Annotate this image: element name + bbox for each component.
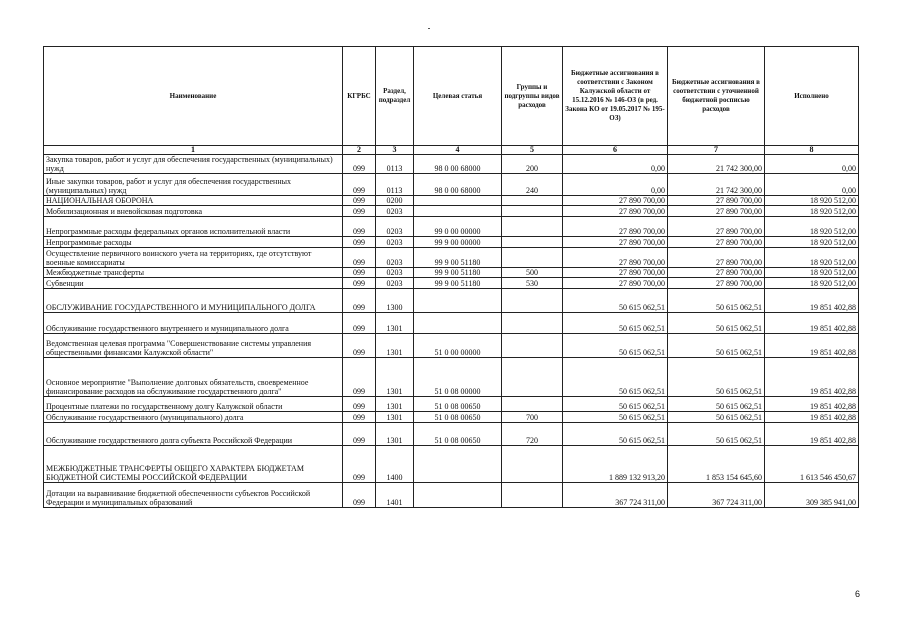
row-section: 1400 bbox=[376, 446, 414, 483]
row-name: Обслуживание государственного внутреннего и муниципального долга bbox=[44, 313, 343, 334]
row-executed-amount: 18 920 512,00 bbox=[765, 217, 859, 237]
row-section: 1300 bbox=[376, 289, 414, 313]
row-target-article: 99 9 00 51180 bbox=[414, 278, 502, 289]
row-executed-amount: 18 920 512,00 bbox=[765, 196, 859, 206]
row-name: Обслуживание государственного (муниципального) долга bbox=[44, 412, 343, 423]
row-expense-group bbox=[502, 206, 563, 217]
row-executed-amount: 18 920 512,00 bbox=[765, 248, 859, 268]
row-refined-amount: 50 615 062,51 bbox=[668, 423, 765, 446]
row-kgrbs: 099 bbox=[343, 483, 376, 508]
row-target-article: 98 0 00 68000 bbox=[414, 155, 502, 174]
row-law-amount: 27 890 700,00 bbox=[563, 196, 668, 206]
table-row bbox=[44, 446, 859, 483]
row-name: МЕЖБЮДЖЕТНЫЕ ТРАНСФЕРТЫ ОБЩЕГО ХАРАКТЕРА БЮДЖЕТАМ БЮДЖЕТНОЙ СИСТЕМЫ РОССИЙСКОЙ ФЕДЕРАЦИИ bbox=[44, 446, 343, 483]
table-row bbox=[44, 358, 859, 397]
row-executed-amount: 19 851 402,88 bbox=[765, 289, 859, 313]
row-executed-amount: 18 920 512,00 bbox=[765, 268, 859, 278]
budget-execution-table bbox=[43, 46, 859, 508]
row-executed-amount: 309 385 941,00 bbox=[765, 483, 859, 508]
row-refined-amount: 27 890 700,00 bbox=[668, 248, 765, 268]
row-refined-amount: 27 890 700,00 bbox=[668, 206, 765, 217]
row-law-amount: 27 890 700,00 bbox=[563, 278, 668, 289]
column-number: 1 bbox=[44, 146, 343, 155]
column-number: 4 bbox=[414, 146, 502, 155]
row-name: Обслуживание государственного долга субъекта Российской Федерации bbox=[44, 423, 343, 446]
row-expense-group: 530 bbox=[502, 278, 563, 289]
row-refined-amount: 27 890 700,00 bbox=[668, 278, 765, 289]
row-executed-amount: 19 851 402,88 bbox=[765, 397, 859, 412]
row-expense-group bbox=[502, 196, 563, 206]
header-groups: Группы и подгруппы видов расходов bbox=[502, 47, 563, 146]
row-name: Основное мероприятие "Выполнение долговых обязательств, своевременное финансирование расходов на обслуживание государственного долга" bbox=[44, 358, 343, 397]
header-kgrbs: КГРБС bbox=[343, 47, 376, 146]
header-name: Наименование bbox=[44, 47, 343, 146]
row-kgrbs: 099 bbox=[343, 423, 376, 446]
row-expense-group: 720 bbox=[502, 423, 563, 446]
row-law-amount: 50 615 062,51 bbox=[563, 423, 668, 446]
row-target-article: 51 0 08 00650 bbox=[414, 397, 502, 412]
column-number: 5 bbox=[502, 146, 563, 155]
table-row bbox=[44, 278, 859, 289]
row-section: 0200 bbox=[376, 196, 414, 206]
column-number: 8 bbox=[765, 146, 859, 155]
row-executed-amount: 19 851 402,88 bbox=[765, 334, 859, 358]
row-refined-amount: 27 890 700,00 bbox=[668, 268, 765, 278]
row-kgrbs: 099 bbox=[343, 217, 376, 237]
row-expense-group bbox=[502, 248, 563, 268]
row-section: 1301 bbox=[376, 397, 414, 412]
row-expense-group bbox=[502, 313, 563, 334]
row-refined-amount: 50 615 062,51 bbox=[668, 313, 765, 334]
row-name: ОБСЛУЖИВАНИЕ ГОСУДАРСТВЕННОГО И МУНИЦИПАЛЬНОГО ДОЛГА bbox=[44, 289, 343, 313]
row-section: 1301 bbox=[376, 313, 414, 334]
row-kgrbs: 099 bbox=[343, 358, 376, 397]
row-executed-amount: 0,00 bbox=[765, 174, 859, 196]
row-law-amount: 0,00 bbox=[563, 155, 668, 174]
row-law-amount: 50 615 062,51 bbox=[563, 289, 668, 313]
row-section: 1301 bbox=[376, 334, 414, 358]
column-number: 2 bbox=[343, 146, 376, 155]
table-row bbox=[44, 196, 859, 206]
table-row bbox=[44, 237, 859, 248]
row-target-article: 51 0 00 00000 bbox=[414, 334, 502, 358]
table-row bbox=[44, 174, 859, 196]
row-refined-amount: 50 615 062,51 bbox=[668, 397, 765, 412]
row-kgrbs: 099 bbox=[343, 278, 376, 289]
row-name: Непрограммные расходы bbox=[44, 237, 343, 248]
row-target-article bbox=[414, 483, 502, 508]
row-refined-amount: 50 615 062,51 bbox=[668, 289, 765, 313]
row-expense-group: 240 bbox=[502, 174, 563, 196]
row-executed-amount: 0,00 bbox=[765, 155, 859, 174]
row-section: 0203 bbox=[376, 278, 414, 289]
table-row bbox=[44, 397, 859, 412]
row-target-article bbox=[414, 196, 502, 206]
table-row bbox=[44, 423, 859, 446]
row-law-amount: 50 615 062,51 bbox=[563, 358, 668, 397]
row-section: 0203 bbox=[376, 268, 414, 278]
row-target-article bbox=[414, 289, 502, 313]
row-expense-group bbox=[502, 334, 563, 358]
row-expense-group: 500 bbox=[502, 268, 563, 278]
budget-table-sheet bbox=[43, 46, 858, 508]
row-target-article bbox=[414, 446, 502, 483]
table-row bbox=[44, 248, 859, 268]
table-row bbox=[44, 268, 859, 278]
row-target-article: 98 0 00 68000 bbox=[414, 174, 502, 196]
row-refined-amount: 27 890 700,00 bbox=[668, 196, 765, 206]
row-expense-group bbox=[502, 397, 563, 412]
header-law: Бюджетные ассигнования в соответствии с Законом Калужской области от 15.12.2016 № 146-ОЗ (в ред. Закона КО от 19.05.2017 № 195-ОЗ) bbox=[563, 47, 668, 146]
row-target-article: 99 9 00 51180 bbox=[414, 248, 502, 268]
row-expense-group: 200 bbox=[502, 155, 563, 174]
row-expense-group bbox=[502, 289, 563, 313]
row-section: 0203 bbox=[376, 248, 414, 268]
row-expense-group bbox=[502, 446, 563, 483]
row-target-article: 51 0 08 00000 bbox=[414, 358, 502, 397]
row-kgrbs: 099 bbox=[343, 237, 376, 248]
row-name: Субвенции bbox=[44, 278, 343, 289]
row-expense-group bbox=[502, 217, 563, 237]
row-kgrbs: 099 bbox=[343, 196, 376, 206]
header-target: Целевая статья bbox=[414, 47, 502, 146]
row-kgrbs: 099 bbox=[343, 313, 376, 334]
row-law-amount: 27 890 700,00 bbox=[563, 248, 668, 268]
row-refined-amount: 27 890 700,00 bbox=[668, 237, 765, 248]
row-expense-group bbox=[502, 483, 563, 508]
row-executed-amount: 1 613 546 450,67 bbox=[765, 446, 859, 483]
row-kgrbs: 099 bbox=[343, 248, 376, 268]
row-refined-amount: 1 853 154 645,60 bbox=[668, 446, 765, 483]
row-executed-amount: 19 851 402,88 bbox=[765, 313, 859, 334]
row-expense-group bbox=[502, 237, 563, 248]
table-row bbox=[44, 155, 859, 174]
row-kgrbs: 099 bbox=[343, 412, 376, 423]
row-law-amount: 27 890 700,00 bbox=[563, 206, 668, 217]
row-executed-amount: 18 920 512,00 bbox=[765, 278, 859, 289]
table-row bbox=[44, 206, 859, 217]
row-section: 1301 bbox=[376, 358, 414, 397]
row-kgrbs: 099 bbox=[343, 155, 376, 174]
row-executed-amount: 19 851 402,88 bbox=[765, 423, 859, 446]
row-expense-group: 700 bbox=[502, 412, 563, 423]
table-row bbox=[44, 412, 859, 423]
row-refined-amount: 50 615 062,51 bbox=[668, 334, 765, 358]
row-section: 1301 bbox=[376, 412, 414, 423]
row-executed-amount: 19 851 402,88 bbox=[765, 412, 859, 423]
row-name: Межбюджетные трансферты bbox=[44, 268, 343, 278]
row-section: 0203 bbox=[376, 217, 414, 237]
row-section: 0113 bbox=[376, 174, 414, 196]
row-law-amount: 50 615 062,51 bbox=[563, 334, 668, 358]
row-law-amount: 0,00 bbox=[563, 174, 668, 196]
column-number-row bbox=[44, 146, 859, 155]
table-row bbox=[44, 289, 859, 313]
row-refined-amount: 50 615 062,51 bbox=[668, 412, 765, 423]
row-name: Иные закупки товаров, работ и услуг для обеспечения государственных (муниципальных) нужд bbox=[44, 174, 343, 196]
row-kgrbs: 099 bbox=[343, 206, 376, 217]
row-kgrbs: 099 bbox=[343, 446, 376, 483]
row-section: 0113 bbox=[376, 155, 414, 174]
row-law-amount: 1 889 132 913,20 bbox=[563, 446, 668, 483]
table-row bbox=[44, 334, 859, 358]
row-target-article: 51 0 08 00650 bbox=[414, 412, 502, 423]
row-section: 1301 bbox=[376, 423, 414, 446]
row-section: 1401 bbox=[376, 483, 414, 508]
column-number: 3 bbox=[376, 146, 414, 155]
header-refined: Бюджетные ассигнования в соответствии с уточненной бюджетной росписью расходов bbox=[668, 47, 765, 146]
row-kgrbs: 099 bbox=[343, 174, 376, 196]
page-number: 6 bbox=[855, 589, 861, 599]
row-law-amount: 50 615 062,51 bbox=[563, 397, 668, 412]
row-target-article: 51 0 08 00650 bbox=[414, 423, 502, 446]
header-row bbox=[44, 47, 859, 146]
row-executed-amount: 19 851 402,88 bbox=[765, 358, 859, 397]
row-name: НАЦИОНАЛЬНАЯ ОБОРОНА bbox=[44, 196, 343, 206]
row-name: Закупка товаров, работ и услуг для обеспечения государственных (муниципальных) нужд bbox=[44, 155, 343, 174]
row-law-amount: 27 890 700,00 bbox=[563, 237, 668, 248]
row-name: Мобилизационная и вневойсковая подготовка bbox=[44, 206, 343, 217]
row-target-article: 99 0 00 00000 bbox=[414, 217, 502, 237]
row-name: Процентные платежи по государственному долгу Калужской области bbox=[44, 397, 343, 412]
row-law-amount: 50 615 062,51 bbox=[563, 412, 668, 423]
row-kgrbs: 099 bbox=[343, 397, 376, 412]
table-row bbox=[44, 483, 859, 508]
row-kgrbs: 099 bbox=[343, 268, 376, 278]
row-law-amount: 27 890 700,00 bbox=[563, 268, 668, 278]
row-name: Ведомственная целевая программа "Совершенствование системы управления общественными финансами Калужской области" bbox=[44, 334, 343, 358]
row-name: Непрограммные расходы федеральных органов исполнительной власти bbox=[44, 217, 343, 237]
row-kgrbs: 099 bbox=[343, 334, 376, 358]
row-law-amount: 50 615 062,51 bbox=[563, 313, 668, 334]
header-executed: Исполнено bbox=[765, 47, 859, 146]
row-target-article: 99 9 00 00000 bbox=[414, 237, 502, 248]
row-target-article bbox=[414, 313, 502, 334]
table-row bbox=[44, 217, 859, 237]
row-target-article bbox=[414, 206, 502, 217]
row-refined-amount: 21 742 300,00 bbox=[668, 174, 765, 196]
row-refined-amount: 21 742 300,00 bbox=[668, 155, 765, 174]
row-section: 0203 bbox=[376, 237, 414, 248]
scan-speck bbox=[428, 28, 430, 29]
header-section: Раздел, подраздел bbox=[376, 47, 414, 146]
row-name: Дотации на выравнивание бюджетной обеспеченности субъектов Российской Федерации и муниципальных образований bbox=[44, 483, 343, 508]
table-row bbox=[44, 313, 859, 334]
row-law-amount: 367 724 311,00 bbox=[563, 483, 668, 508]
row-refined-amount: 27 890 700,00 bbox=[668, 217, 765, 237]
row-target-article: 99 9 00 51180 bbox=[414, 268, 502, 278]
row-kgrbs: 099 bbox=[343, 289, 376, 313]
column-number: 7 bbox=[668, 146, 765, 155]
row-name: Осуществление первичного воинского учета на территориях, где отсутствуют военные комиссариаты bbox=[44, 248, 343, 268]
column-number: 6 bbox=[563, 146, 668, 155]
table-body bbox=[44, 155, 859, 508]
row-refined-amount: 367 724 311,00 bbox=[668, 483, 765, 508]
row-refined-amount: 50 615 062,51 bbox=[668, 358, 765, 397]
row-expense-group bbox=[502, 358, 563, 397]
row-law-amount: 27 890 700,00 bbox=[563, 217, 668, 237]
row-executed-amount: 18 920 512,00 bbox=[765, 206, 859, 217]
row-executed-amount: 18 920 512,00 bbox=[765, 237, 859, 248]
row-section: 0203 bbox=[376, 206, 414, 217]
